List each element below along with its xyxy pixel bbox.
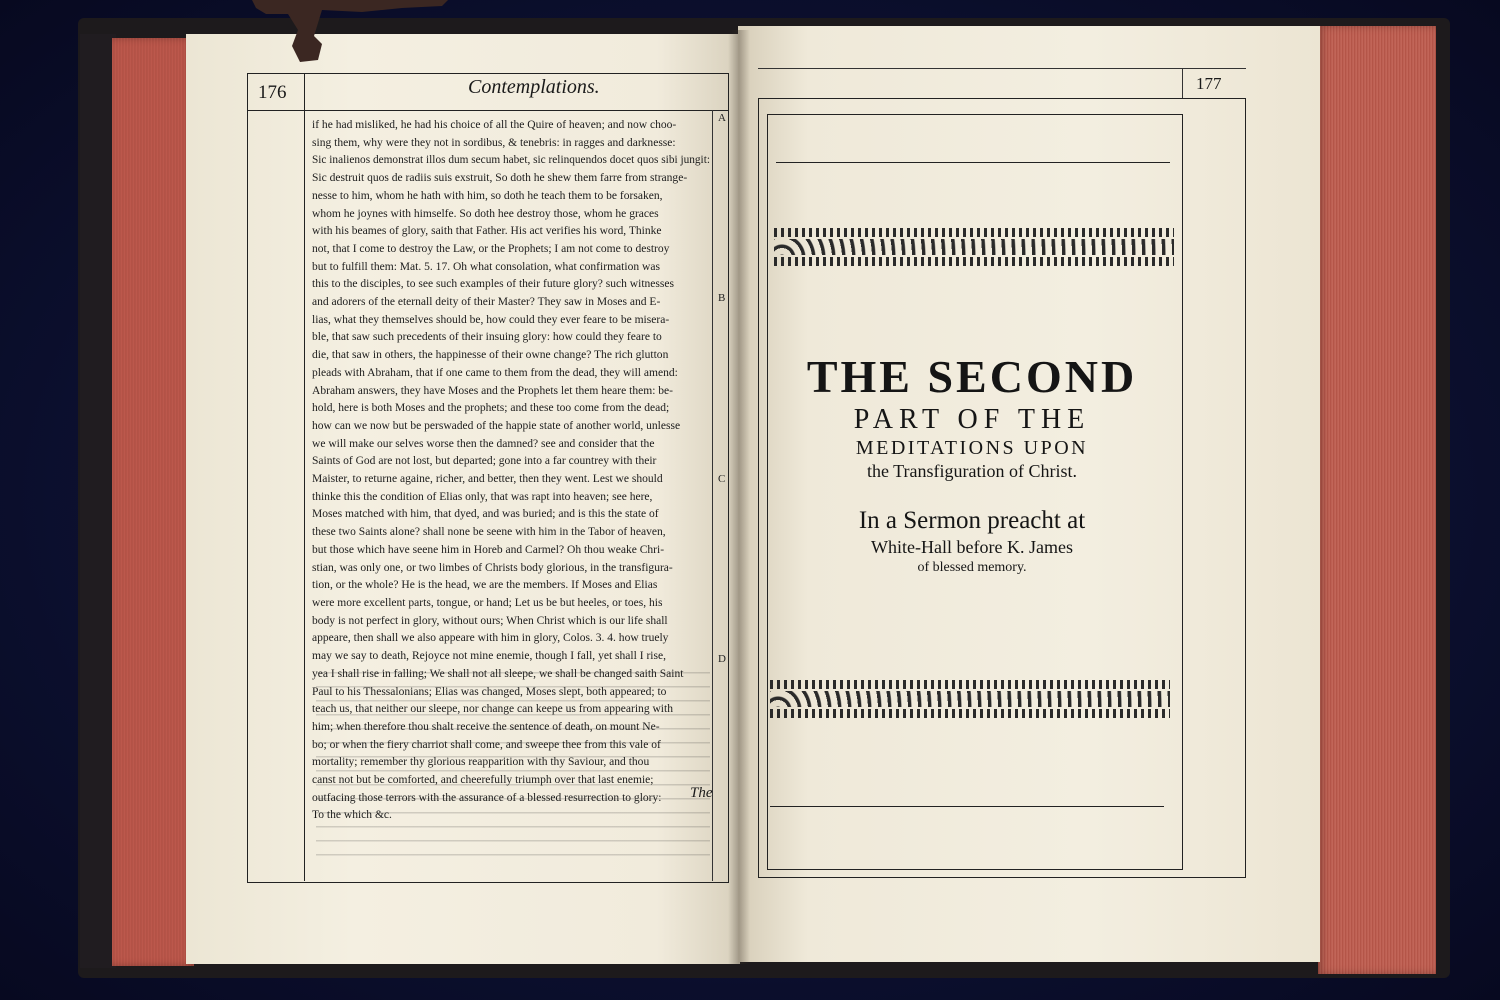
body-line: this to the disciples, to see such examples of their future glory? such witnesses	[312, 277, 675, 291]
body-line: not, that I come to destroy the Law, or the Prophets; I am not come to destroy	[312, 241, 670, 255]
body-line: bo; or when the fiery charriot shall come, and sweepe thee from this vale of	[312, 737, 661, 751]
body-line: Sic inalienos demonstrat illos dum secum habet, sic relinquendos docet quos sibi jungit:	[312, 153, 710, 167]
margin-letter-d: D	[718, 653, 726, 665]
body-line: him; when therefore thou shalt receive the sentence of death, on mount Ne-	[312, 719, 660, 733]
body-line: Moses matched with him, that dyed, and was buried; and is this the state of	[312, 507, 659, 521]
subtitle-line-3: of blessed memory.	[917, 560, 1027, 575]
body-line: stian, was only one, or two limbes of Christs body glorious, in the transfigura-	[312, 560, 673, 574]
body-line: hold, here is both Moses and the prophets; and these too come from the dead;	[312, 401, 670, 415]
title-line-4: the Transfiguration of Christ.	[867, 461, 1077, 481]
show-through-text	[316, 672, 710, 862]
book-gutter	[728, 30, 750, 964]
title-line-2: PART OF THE	[853, 404, 1091, 435]
margin-letter-b: B	[718, 292, 726, 304]
body-line: mortality; remember thy glorious reapparition with thy Saviour, and thou	[312, 755, 650, 769]
catchword: The	[690, 785, 713, 801]
page-number-right: 177	[1196, 74, 1222, 93]
body-line: nesse to him, whom he hath with him, so doth he teach them to be forsaken,	[312, 188, 663, 202]
body-line: tion, or the whole? He is the head, we are the members. If Moses and Elias	[312, 578, 658, 592]
body-line: these two Saints alone? shall none be seene with him in the Tabor of heaven,	[312, 525, 666, 539]
body-line: thinke this the condition of Elias only, that was rapt into heaven; see here,	[312, 489, 653, 503]
body-line: ble, that saw such precedents of their insuing glory: how could they feare to	[312, 330, 662, 344]
body-line: we will make our selves worse then the damned? see and consider that the	[312, 436, 655, 450]
left-header-rule	[247, 110, 729, 111]
left-margin-rule	[712, 110, 713, 881]
title-line-1: THE SECOND	[806, 351, 1138, 402]
body-line: body is not perfect in glory, without ours; When Christ which is our life shall	[312, 613, 668, 627]
margin-letter-a: A	[718, 112, 726, 124]
body-line: To the which &c.	[312, 808, 392, 822]
body-line: but those which have seene him in Horeb and Carmel? Oh thou weake Chri-	[312, 542, 665, 556]
title-bottom-rule	[770, 806, 1164, 807]
body-line: teach us, that neither our sleepe, nor change can keepe us from appearing with	[312, 702, 673, 716]
body-line: canst not but be comforted, and cheerefully triumph over that last enemie;	[312, 773, 654, 787]
body-line: whom he joynes with himselfe. So doth hee destroy those, whom he graces	[312, 206, 659, 220]
body-line: die, that saw in others, the happinesse of their owne change? The rich glutton	[312, 348, 669, 362]
subtitle-line-1: In a Sermon preacht at	[858, 507, 1086, 534]
body-line: if he had misliked, he had his choice of all the Quire of heaven; and now choo-	[312, 118, 677, 131]
body-line: Maister, to returne againe, richer, and better, then they went. Lest we should	[312, 472, 663, 486]
book-spine-shadow	[80, 34, 116, 968]
title-block	[768, 350, 1176, 578]
right-page-edges	[1318, 26, 1436, 974]
body-line: pleads with Abraham, that if one came to them from the dead, they will amend:	[312, 365, 678, 379]
left-page-edges	[112, 38, 194, 966]
body-line: appeare, then shall we also appeare with him in glory, Colos. 3. 4. how truely	[312, 631, 669, 645]
page-number-left: 176	[258, 82, 287, 103]
body-line: yea I shall rise in falling; We shall not all sleepe, we shall be changed saith Saint	[312, 666, 684, 680]
body-line: may we say to death, Rejoyce not mine enemie, though I fall, yet shall I rise,	[312, 649, 666, 663]
body-line: sing them, why were they not in sordibus, & tenebris: in ragges and darknesse:	[312, 135, 676, 149]
body-line: outfacing those terrors with the assurance of a blessed resurrection to glory:	[312, 790, 662, 804]
body-line: Saints of God are not lost, but departed; gone into a far countrey with their	[312, 454, 657, 468]
subtitle-line-2: White-Hall before K. James	[871, 537, 1073, 557]
body-line: lias, what they themselves should be, how could they ever feare to be misera-	[312, 312, 670, 326]
ornament-band-top	[774, 228, 1174, 266]
title-top-rule	[776, 162, 1170, 163]
running-head: Contemplations.	[468, 76, 600, 98]
body-line: were more excellent parts, tongue, or hand; Let us be but heeles, or toes, his	[312, 595, 663, 609]
right-top-rule	[758, 68, 1246, 69]
left-inner-rule	[304, 73, 305, 881]
margin-letter-c: C	[718, 473, 726, 485]
body-line: and adorers of the eternall deity of their Master? They saw in Moses and E-	[312, 295, 661, 309]
body-line: Abraham answers, they have Moses and the Prophets let them heare them: be-	[312, 383, 674, 397]
ornament-band-bottom	[770, 680, 1170, 718]
title-line-3: MEDITATIONS UPON	[855, 437, 1089, 459]
body-line: with his beames of glory, saith that Father. His act verifies his word, Thinke	[312, 224, 662, 238]
body-line: Sic destruit quos de radiis suis exstruit, So doth he shew them farre from strange-	[312, 171, 688, 185]
right-number-rule	[1182, 68, 1183, 98]
body-line: but to fulfill them: Mat. 5. 17. Oh what consolation, what confirmation was	[312, 259, 660, 273]
body-line: how can we now but be perswaded of the happie state of another world, unlesse	[312, 418, 681, 432]
body-line: Paul to his Thessalonians; Elias was changed, Moses slept, both appeared; to	[312, 684, 667, 698]
bookmark-ribbon	[252, 0, 448, 64]
